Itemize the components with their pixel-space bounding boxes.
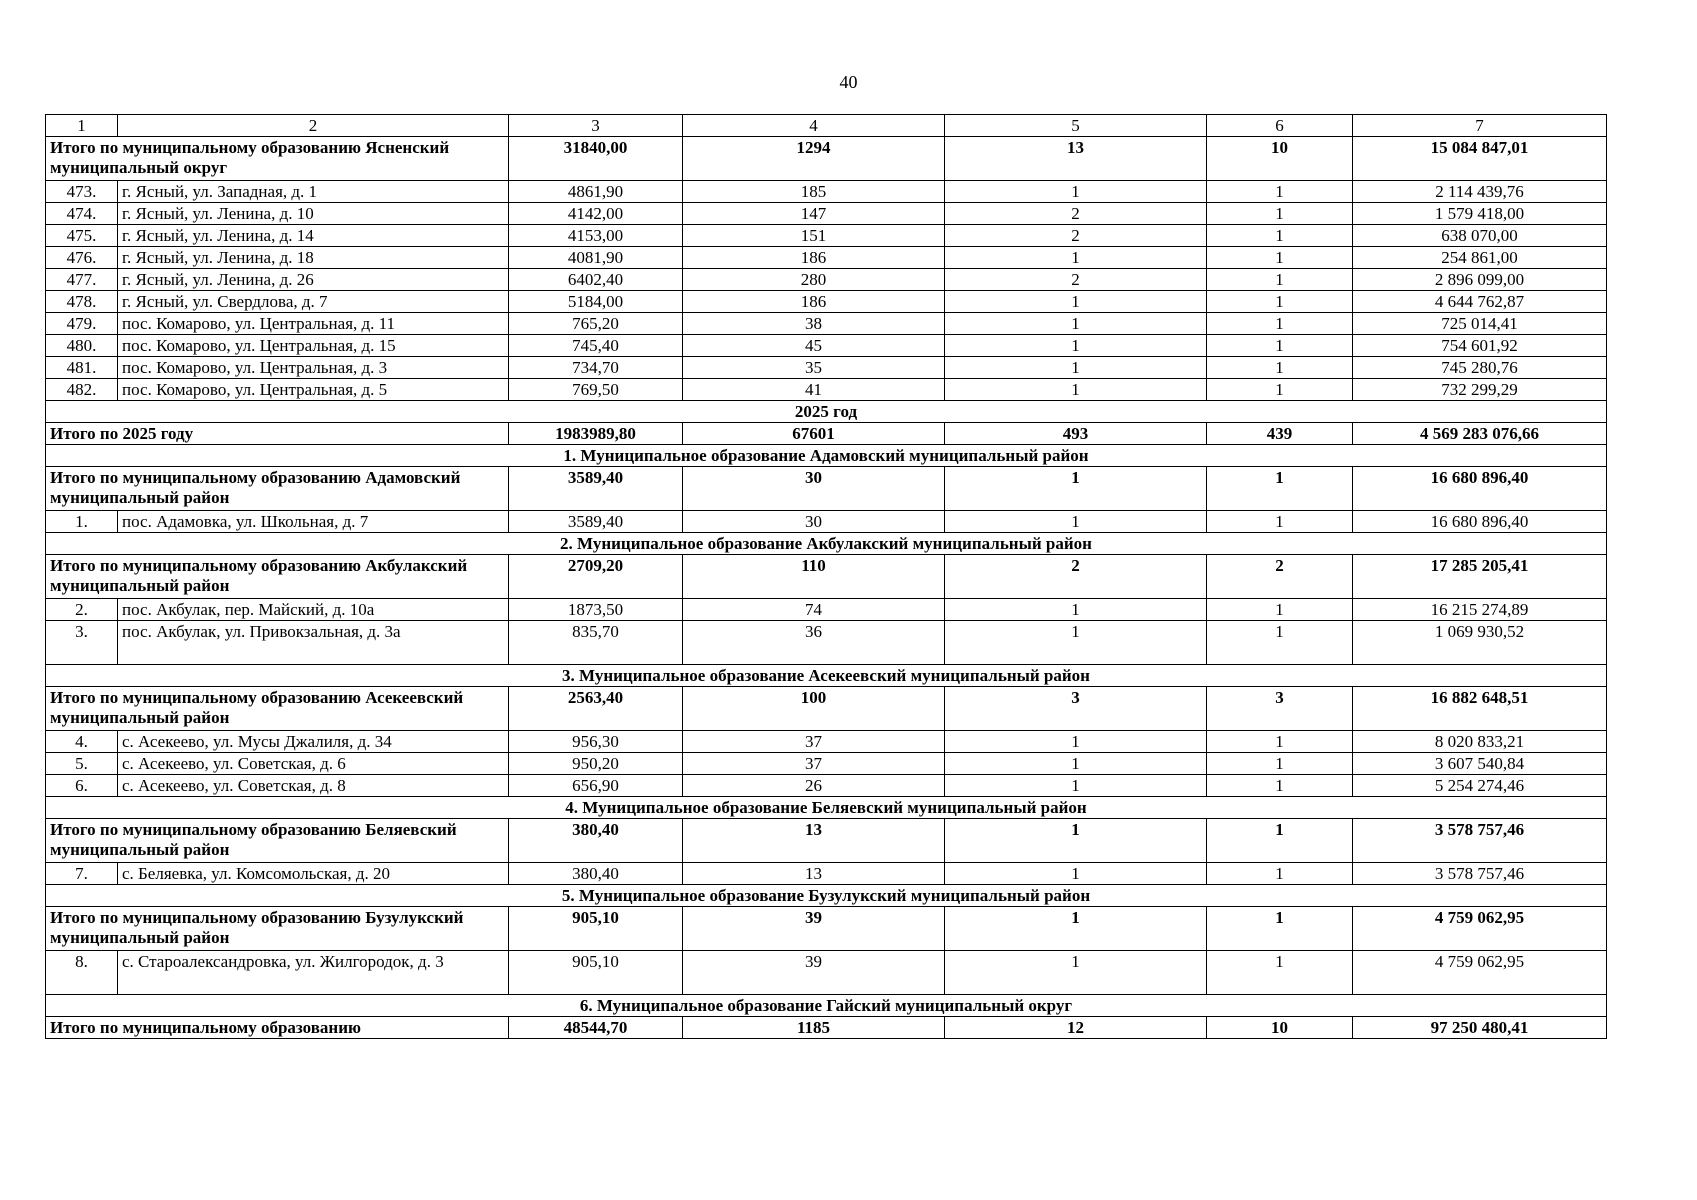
row-index: 475.	[46, 225, 118, 247]
row-index: 1.	[46, 511, 118, 533]
table-row	[46, 379, 1607, 401]
cost-value: 254 861,00	[1353, 247, 1607, 269]
row-index: 5.	[46, 753, 118, 775]
cost-value: 5 254 274,46	[1353, 775, 1607, 797]
area-value: 905,10	[509, 951, 683, 995]
col5-value: 1	[945, 357, 1207, 379]
row-index: 479.	[46, 313, 118, 335]
row-index: 8.	[46, 951, 118, 995]
col6-value: 1	[1207, 731, 1353, 753]
area-value: 2709,20	[509, 555, 683, 599]
area-value: 835,70	[509, 621, 683, 665]
table-row	[46, 335, 1607, 357]
total-label: Итого по 2025 году	[46, 423, 509, 445]
col5-value: 1	[945, 731, 1207, 753]
residents-value: 37	[683, 753, 945, 775]
cost-value: 754 601,92	[1353, 335, 1607, 357]
cost-value: 16 215 274,89	[1353, 599, 1607, 621]
table-row	[46, 753, 1607, 775]
cost-value: 4 759 062,95	[1353, 951, 1607, 995]
cost-value: 8 020 833,21	[1353, 731, 1607, 753]
address: с. Асекеево, ул. Мусы Джалиля, д. 34	[118, 731, 509, 753]
col5-value: 1	[945, 313, 1207, 335]
col6-value: 1	[1207, 511, 1353, 533]
residents-value: 110	[683, 555, 945, 599]
area-value: 769,50	[509, 379, 683, 401]
residents-value: 151	[683, 225, 945, 247]
row-index: 3.	[46, 621, 118, 665]
address: пос. Акбулак, ул. Привокзальная, д. 3а	[118, 621, 509, 665]
table-row	[46, 247, 1607, 269]
address: пос. Комарово, ул. Центральная, д. 11	[118, 313, 509, 335]
row-index: 4.	[46, 731, 118, 753]
area-value: 4142,00	[509, 203, 683, 225]
cost-value: 4 759 062,95	[1353, 907, 1607, 951]
table-row	[46, 599, 1607, 621]
column-number: 7	[1353, 115, 1607, 137]
col6-value: 1	[1207, 621, 1353, 665]
area-value: 380,40	[509, 819, 683, 863]
col5-value: 2	[945, 225, 1207, 247]
residents-value: 41	[683, 379, 945, 401]
cost-value: 4 569 283 076,66	[1353, 423, 1607, 445]
total-label: Итого по муниципальному образованию Ясненский муниципальный округ	[46, 137, 509, 181]
column-number: 3	[509, 115, 683, 137]
total-label: Итого по муниципальному образованию Беляевский муниципальный район	[46, 819, 509, 863]
address: с. Староалександровка, ул. Жилгородок, д. 3	[118, 951, 509, 995]
section-heading: 5. Муниципальное образование Бузулукский муниципальный район	[46, 885, 1607, 907]
col6-value: 1	[1207, 951, 1353, 995]
col6-value: 1	[1207, 819, 1353, 863]
area-value: 3589,40	[509, 467, 683, 511]
cost-value: 638 070,00	[1353, 225, 1607, 247]
cost-value: 4 644 762,87	[1353, 291, 1607, 313]
residents-value: 280	[683, 269, 945, 291]
row-index: 477.	[46, 269, 118, 291]
cost-value: 16 680 896,40	[1353, 511, 1607, 533]
cost-value: 15 084 847,01	[1353, 137, 1607, 181]
table-row	[46, 621, 1607, 665]
cost-value: 3 578 757,46	[1353, 819, 1607, 863]
col6-value: 1	[1207, 225, 1353, 247]
table-row	[46, 291, 1607, 313]
cost-value: 1 069 930,52	[1353, 621, 1607, 665]
address: г. Ясный, ул. Свердлова, д. 7	[118, 291, 509, 313]
row-index: 480.	[46, 335, 118, 357]
total-label: Итого по муниципальному образованию Адамовский муниципальный район	[46, 467, 509, 511]
residents-value: 147	[683, 203, 945, 225]
col5-value: 12	[945, 1017, 1207, 1039]
cost-value: 16 882 648,51	[1353, 687, 1607, 731]
column-number: 1	[46, 115, 118, 137]
residents-value: 186	[683, 247, 945, 269]
address: г. Ясный, ул. Ленина, д. 26	[118, 269, 509, 291]
data-table	[45, 114, 1607, 1039]
section-heading-row	[46, 665, 1607, 687]
section-heading: 4. Муниципальное образование Беляевский муниципальный район	[46, 797, 1607, 819]
table-row	[46, 203, 1607, 225]
table-row	[46, 951, 1607, 995]
row-index: 481.	[46, 357, 118, 379]
address: г. Ясный, ул. Ленина, д. 10	[118, 203, 509, 225]
table-row	[46, 269, 1607, 291]
col6-value: 2	[1207, 555, 1353, 599]
area-value: 3589,40	[509, 511, 683, 533]
address: с. Асекеево, ул. Советская, д. 8	[118, 775, 509, 797]
residents-value: 26	[683, 775, 945, 797]
residents-value: 30	[683, 467, 945, 511]
row-index: 482.	[46, 379, 118, 401]
area-value: 4153,00	[509, 225, 683, 247]
col6-value: 3	[1207, 687, 1353, 731]
area-value: 765,20	[509, 313, 683, 335]
area-value: 745,40	[509, 335, 683, 357]
area-value: 950,20	[509, 753, 683, 775]
area-value: 1873,50	[509, 599, 683, 621]
col5-value: 1	[945, 621, 1207, 665]
row-index: 2.	[46, 599, 118, 621]
col6-value: 1	[1207, 181, 1353, 203]
area-value: 956,30	[509, 731, 683, 753]
section-heading: 3. Муниципальное образование Асекеевский муниципальный район	[46, 665, 1607, 687]
section-heading-row	[46, 401, 1607, 423]
table-row	[46, 313, 1607, 335]
col6-value: 1	[1207, 291, 1353, 313]
col6-value: 439	[1207, 423, 1353, 445]
section-heading-row	[46, 445, 1607, 467]
residents-value: 39	[683, 907, 945, 951]
section-heading-row	[46, 533, 1607, 555]
row-index: 478.	[46, 291, 118, 313]
area-value: 2563,40	[509, 687, 683, 731]
cost-value: 3 578 757,46	[1353, 863, 1607, 885]
cost-value: 17 285 205,41	[1353, 555, 1607, 599]
address: с. Асекеево, ул. Советская, д. 6	[118, 753, 509, 775]
col5-value: 1	[945, 467, 1207, 511]
total-row	[46, 907, 1607, 951]
residents-value: 1294	[683, 137, 945, 181]
section-heading: 1. Муниципальное образование Адамовский муниципальный район	[46, 445, 1607, 467]
area-value: 48544,70	[509, 1017, 683, 1039]
total-row	[46, 137, 1607, 181]
total-row	[46, 687, 1607, 731]
residents-value: 39	[683, 951, 945, 995]
total-label: Итого по муниципальному образованию Акбулакский муниципальный район	[46, 555, 509, 599]
section-heading-row	[46, 797, 1607, 819]
column-number: 4	[683, 115, 945, 137]
cost-value: 97 250 480,41	[1353, 1017, 1607, 1039]
col5-value: 2	[945, 555, 1207, 599]
total-label: Итого по муниципальному образованию Асекеевский муниципальный район	[46, 687, 509, 731]
row-index: 476.	[46, 247, 118, 269]
col5-value: 1	[945, 247, 1207, 269]
table-row	[46, 357, 1607, 379]
total-row	[46, 467, 1607, 511]
col5-value: 3	[945, 687, 1207, 731]
area-value: 4861,90	[509, 181, 683, 203]
column-number: 5	[945, 115, 1207, 137]
residents-value: 35	[683, 357, 945, 379]
total-row	[46, 1017, 1607, 1039]
residents-value: 45	[683, 335, 945, 357]
area-value: 31840,00	[509, 137, 683, 181]
table-row	[46, 863, 1607, 885]
cost-value: 725 014,41	[1353, 313, 1607, 335]
section-heading: 6. Муниципальное образование Гайский муниципальный округ	[46, 995, 1607, 1017]
cost-value: 2 896 099,00	[1353, 269, 1607, 291]
section-heading-row	[46, 885, 1607, 907]
area-value: 380,40	[509, 863, 683, 885]
col5-value: 1	[945, 291, 1207, 313]
table-row	[46, 511, 1607, 533]
col5-value: 1	[945, 379, 1207, 401]
area-value: 4081,90	[509, 247, 683, 269]
row-index: 6.	[46, 775, 118, 797]
residents-value: 186	[683, 291, 945, 313]
address: пос. Комарово, ул. Центральная, д. 15	[118, 335, 509, 357]
address: г. Ясный, ул. Ленина, д. 18	[118, 247, 509, 269]
residents-value: 38	[683, 313, 945, 335]
total-label: Итого по муниципальному образованию Бузулукский муниципальный район	[46, 907, 509, 951]
address: г. Ясный, ул. Западная, д. 1	[118, 181, 509, 203]
col6-value: 1	[1207, 335, 1353, 357]
area-value: 905,10	[509, 907, 683, 951]
col5-value: 2	[945, 269, 1207, 291]
col6-value: 1	[1207, 599, 1353, 621]
area-value: 5184,00	[509, 291, 683, 313]
total-label: Итого по муниципальному образованию	[46, 1017, 509, 1039]
address: пос. Комарово, ул. Центральная, д. 5	[118, 379, 509, 401]
row-index: 473.	[46, 181, 118, 203]
column-number: 2	[118, 115, 509, 137]
col5-value: 1	[945, 511, 1207, 533]
address: пос. Комарово, ул. Центральная, д. 3	[118, 357, 509, 379]
residents-value: 1185	[683, 1017, 945, 1039]
col5-value: 13	[945, 137, 1207, 181]
col5-value: 1	[945, 181, 1207, 203]
col5-value: 1	[945, 819, 1207, 863]
col6-value: 1	[1207, 907, 1353, 951]
section-heading: 2025 год	[46, 401, 1607, 423]
total-row	[46, 423, 1607, 445]
col5-value: 1	[945, 335, 1207, 357]
address: пос. Акбулак, пер. Майский, д. 10а	[118, 599, 509, 621]
residents-value: 74	[683, 599, 945, 621]
column-number-row	[46, 115, 1607, 137]
area-value: 656,90	[509, 775, 683, 797]
col5-value: 493	[945, 423, 1207, 445]
col6-value: 1	[1207, 467, 1353, 511]
table-row	[46, 731, 1607, 753]
residents-value: 13	[683, 819, 945, 863]
col6-value: 1	[1207, 753, 1353, 775]
section-heading: 2. Муниципальное образование Акбулакский муниципальный район	[46, 533, 1607, 555]
col5-value: 1	[945, 775, 1207, 797]
cost-value: 1 579 418,00	[1353, 203, 1607, 225]
col5-value: 2	[945, 203, 1207, 225]
col6-value: 1	[1207, 313, 1353, 335]
col5-value: 1	[945, 599, 1207, 621]
col6-value: 10	[1207, 1017, 1353, 1039]
residents-value: 67601	[683, 423, 945, 445]
page-number: 40	[839, 72, 858, 92]
col6-value: 1	[1207, 247, 1353, 269]
col6-value: 10	[1207, 137, 1353, 181]
col6-value: 1	[1207, 863, 1353, 885]
col6-value: 1	[1207, 203, 1353, 225]
area-value: 6402,40	[509, 269, 683, 291]
row-index: 7.	[46, 863, 118, 885]
col5-value: 1	[945, 753, 1207, 775]
section-heading-row	[46, 995, 1607, 1017]
col5-value: 1	[945, 907, 1207, 951]
residents-value: 37	[683, 731, 945, 753]
address: с. Беляевка, ул. Комсомольская, д. 20	[118, 863, 509, 885]
area-value: 1983989,80	[509, 423, 683, 445]
residents-value: 13	[683, 863, 945, 885]
column-number: 6	[1207, 115, 1353, 137]
cost-value: 16 680 896,40	[1353, 467, 1607, 511]
address: пос. Адамовка, ул. Школьная, д. 7	[118, 511, 509, 533]
address: г. Ясный, ул. Ленина, д. 14	[118, 225, 509, 247]
residents-value: 30	[683, 511, 945, 533]
col6-value: 1	[1207, 269, 1353, 291]
residents-value: 100	[683, 687, 945, 731]
table-body	[46, 115, 1607, 1039]
col5-value: 1	[945, 951, 1207, 995]
table-row	[46, 775, 1607, 797]
cost-value: 745 280,76	[1353, 357, 1607, 379]
total-row	[46, 819, 1607, 863]
cost-value: 732 299,29	[1353, 379, 1607, 401]
cost-value: 2 114 439,76	[1353, 181, 1607, 203]
cost-value: 3 607 540,84	[1353, 753, 1607, 775]
table-row	[46, 225, 1607, 247]
table-row	[46, 181, 1607, 203]
residents-value: 185	[683, 181, 945, 203]
area-value: 734,70	[509, 357, 683, 379]
total-row	[46, 555, 1607, 599]
col6-value: 1	[1207, 357, 1353, 379]
residents-value: 36	[683, 621, 945, 665]
col5-value: 1	[945, 863, 1207, 885]
row-index: 474.	[46, 203, 118, 225]
col6-value: 1	[1207, 775, 1353, 797]
col6-value: 1	[1207, 379, 1353, 401]
